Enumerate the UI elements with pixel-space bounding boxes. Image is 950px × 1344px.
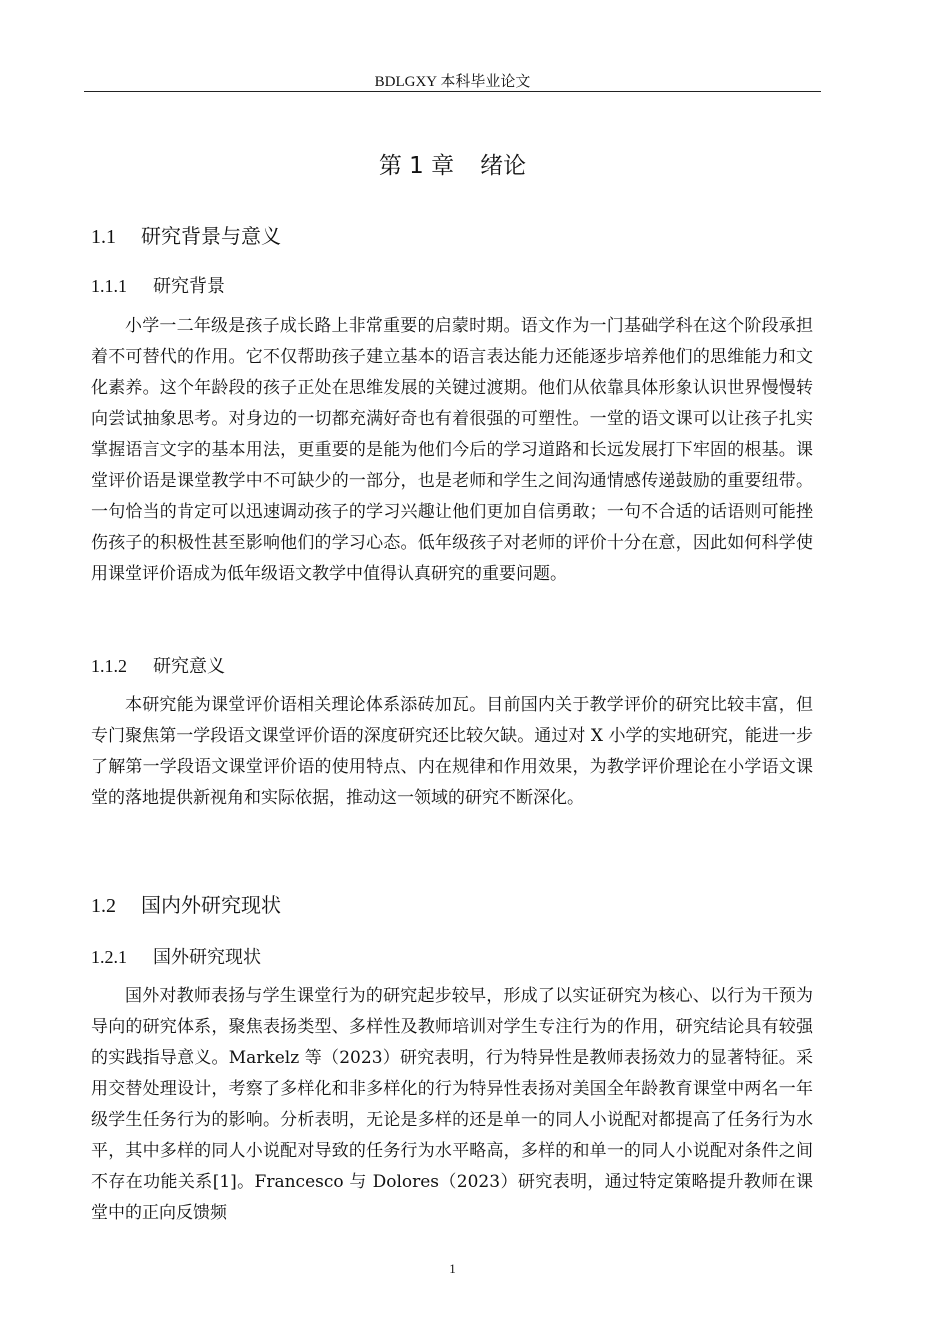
subsection-number: 1.2.1: [91, 947, 127, 967]
chapter-number: 第 1 章: [378, 153, 455, 179]
body-paragraph-background: 小学一二年级是孩子成长路上非常重要的启蒙时期。语文作为一门基础学科在这个阶段承担着不可替代的作用。它不仅帮助孩子建立基本的语言表达能力还能逐步培养他们的思维能力和文化素养。这个年龄段的孩子正处在思维发展的关键过渡期。他们从依靠具体形象认识世界慢慢转向尝试抽象思考。对身边的一切都充满好奇也有着很强的可塑性。一堂的语文课可以让孩子扎实掌握语言文字的基本用法，更重要的是能为他们今后的学习道路和长远发展打下牢固的根基。课堂评价语是课堂教学中不可缺少的一部分，也是老师和学生之间沟通情感传递鼓励的重要纽带。一句恰当的肯定可以迅速调动孩子的学习兴趣让他们更加自信勇敢；一句不合适的话语则可能挫伤孩子的积极性甚至影响他们的学习心态。低年级孩子对老师的评价十分在意，因此如何科学使用课堂评价语成为低年级语文教学中值得认真研究的重要问题。: [91, 316, 813, 584]
subsection-number: 1.1.1: [91, 276, 127, 296]
subsection-title: 研究背景: [153, 276, 225, 297]
section-number: 1.1: [91, 226, 116, 248]
section-number: 1.2: [91, 895, 116, 917]
subsection-heading-1-1-1: [91, 272, 225, 298]
section-heading-1-1: [91, 220, 281, 249]
subsection-title: 研究意义: [153, 656, 225, 677]
section-title: 研究背景与意义: [141, 224, 281, 248]
chapter-heading: [84, 147, 821, 180]
page-number: 1: [449, 1261, 456, 1276]
running-header: BDLGXY 本科毕业论文: [374, 74, 531, 90]
section-heading-1-2: [91, 889, 281, 918]
header-divider: [84, 91, 821, 92]
section-title: 国内外研究现状: [141, 893, 281, 917]
body-paragraph-significance: 本研究能为课堂评价语相关理论体系添砖加瓦。目前国内关于教学评价的研究比较丰富，但专门聚焦第一学段语文课堂评价语的深度研究还比较欠缺。通过对 X 小学的实地研究，能进一步了解第一学段语文课堂评价语的使用特点、内在规律和作用效果，为教学评价理论在小学语文课堂的落地提供新视角和实际依据，推动这一领域的研究不断深化。: [91, 695, 813, 808]
body-paragraph-foreign-research: 国外对教师表扬与学生课堂行为的研究起步较早，形成了以实证研究为核心、以行为干预为导向的研究体系，聚焦表扬类型、多样性及教师培训对学生专注行为的作用，研究结论具有较强的实践指导意义。Markelz 等（2023）研究表明，行为特异性是教师表扬效力的显著特征。采用交替处理设计，考察了多样化和非多样化的行为特异性表扬对美国全年龄教育课堂中两名一年级学生任务行为的影响。分析表明，无论是多样的还是单一的同人小说配对都提高了任务行为水平，其中多样的同人小说配对导致的任务行为水平略高，多样的和单一的同人小说配对条件之间不存在功能关系[1]。Francesco 与 Dolores（2023）研究表明，通过特定策略提升教师在课堂中的正向反馈频: [91, 986, 813, 1223]
subsection-heading-1-2-1: [91, 943, 261, 969]
subsection-title: 国外研究现状: [153, 947, 261, 968]
subsection-number: 1.1.2: [91, 656, 127, 676]
chapter-title: 绪论: [480, 153, 527, 179]
subsection-heading-1-1-2: [91, 652, 225, 678]
